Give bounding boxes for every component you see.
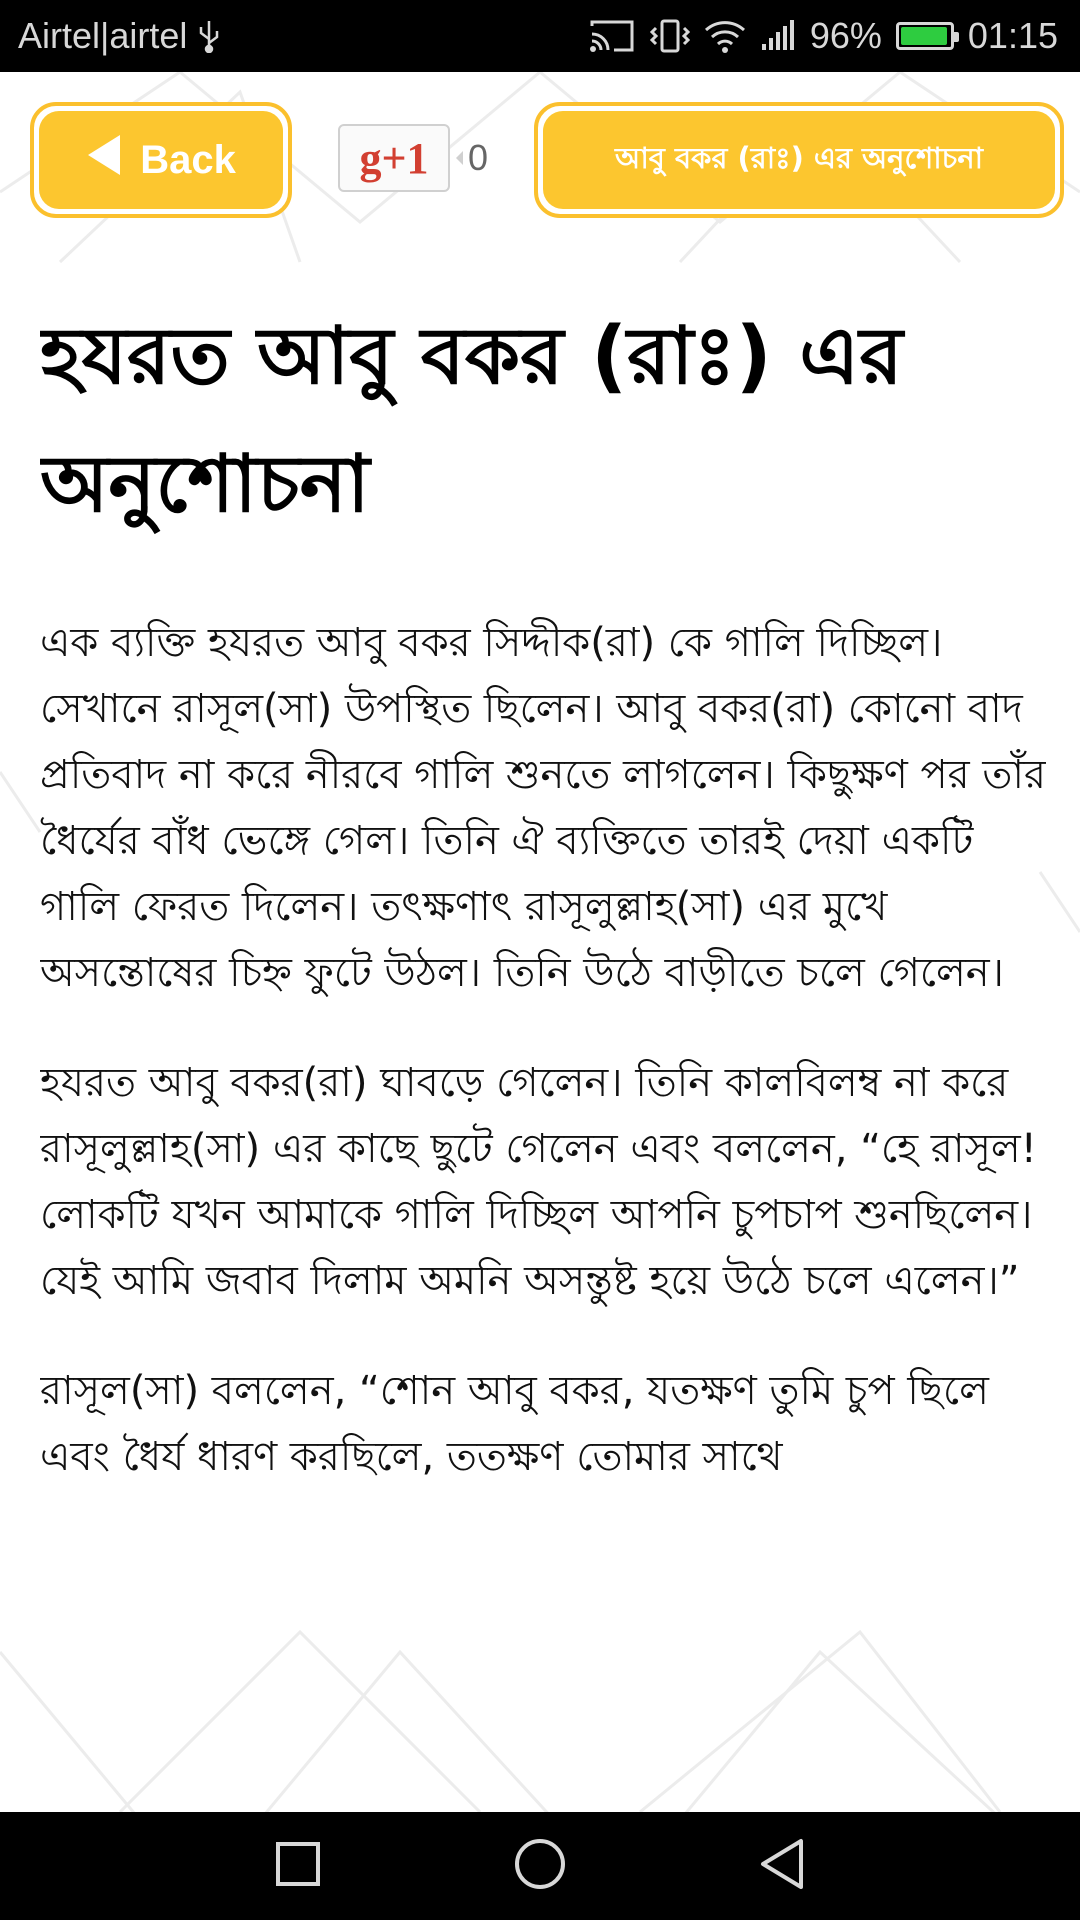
article-content: [40, 262, 1046, 1647]
back-button-label: Back: [140, 137, 236, 182]
gplus-one-label: g+1: [359, 133, 429, 183]
circle-icon: [512, 1836, 568, 1896]
vibrate-icon: [650, 18, 690, 54]
toolbar: [0, 72, 1080, 262]
signal-icon: [760, 20, 796, 52]
back-button[interactable]: [30, 102, 292, 218]
home-button[interactable]: [508, 1834, 572, 1898]
triangle-back-icon: [757, 1837, 807, 1895]
back-arrow-icon: [86, 133, 122, 187]
status-right: [588, 0, 1058, 72]
battery-percent: 96%: [809, 15, 882, 56]
carrier-name: Airtel|airtel: [18, 15, 188, 56]
battery-icon: [896, 22, 954, 50]
usb-icon: [197, 19, 221, 53]
back-button-body: [39, 111, 283, 209]
navigation-bar: [0, 1812, 1080, 1920]
wifi-icon: [704, 18, 746, 54]
gplus-count: 0: [456, 124, 488, 192]
recent-apps-button[interactable]: [266, 1834, 330, 1898]
square-icon: [274, 1840, 322, 1892]
gplus-one-button[interactable]: [338, 124, 450, 192]
clock: 01:15: [967, 15, 1058, 56]
status-bar: [0, 0, 1080, 72]
article-title-button-body: আবু বকর (রাঃ) এর অনুশোচনা: [543, 111, 1055, 209]
article-paragraph: এক ব্যক্তি হযরত আবু বকর সিদ্দীক(রা) কে গালি দিচ্ছিল। সেখানে রাসূল(সা) উপস্থিত ছিলেন। আবু বকর(রা) কোনো বাদ প্রতিবাদ না করে নীরবে গালি শুনতে লাগলেন। কিছুক্ষণ পর তাঁর ধৈর্যের বাঁধ ভেঙ্গে গেল। তিনি ঐ ব্যক্তিতে তারই দেয়া একটি গালি ফেরত দিলেন। তৎক্ষণাৎ রাসূলুল্লাহ(সা) এর মুখে অসন্তোষের চিহ্ন ফুটে উঠল। তিনি উঠে বাড়ীতে চলে গেলেন।: [40, 620, 1046, 996]
article-paragraph: রাসূল(সা) বললেন, “শোন আবু বকর, যতক্ষণ তুমি চুপ ছিলে এবং ধৈর্য ধারণ করছিলে, ততক্ষণ তোমার সাথে: [40, 1368, 989, 1480]
article-paragraph: হযরত আবু বকর(রা) ঘাবড়ে গেলেন। তিনি কালবিলম্ব না করে রাসূলুল্লাহ(সা) এর কাছে ছুটে গেলেন এবং বললেন, “হে রাসূল! লোকটি যখন আমাকে গালি দিচ্ছিল আপনি চুপচাপ শুনছিলেন। যেই আমি জবাব দিলাম অমনি অসন্তুষ্ট হয়ে উঠে চলে এলেন।”: [40, 1060, 1037, 1304]
status-left: [18, 0, 221, 72]
system-back-button[interactable]: [750, 1834, 814, 1898]
cast-icon: [588, 18, 636, 54]
battery-fill: [901, 27, 947, 45]
article-title-button[interactable]: [534, 102, 1064, 218]
article-title: হযরত আবু বকর (রাঃ) এর অনুশোচনা: [40, 310, 903, 530]
